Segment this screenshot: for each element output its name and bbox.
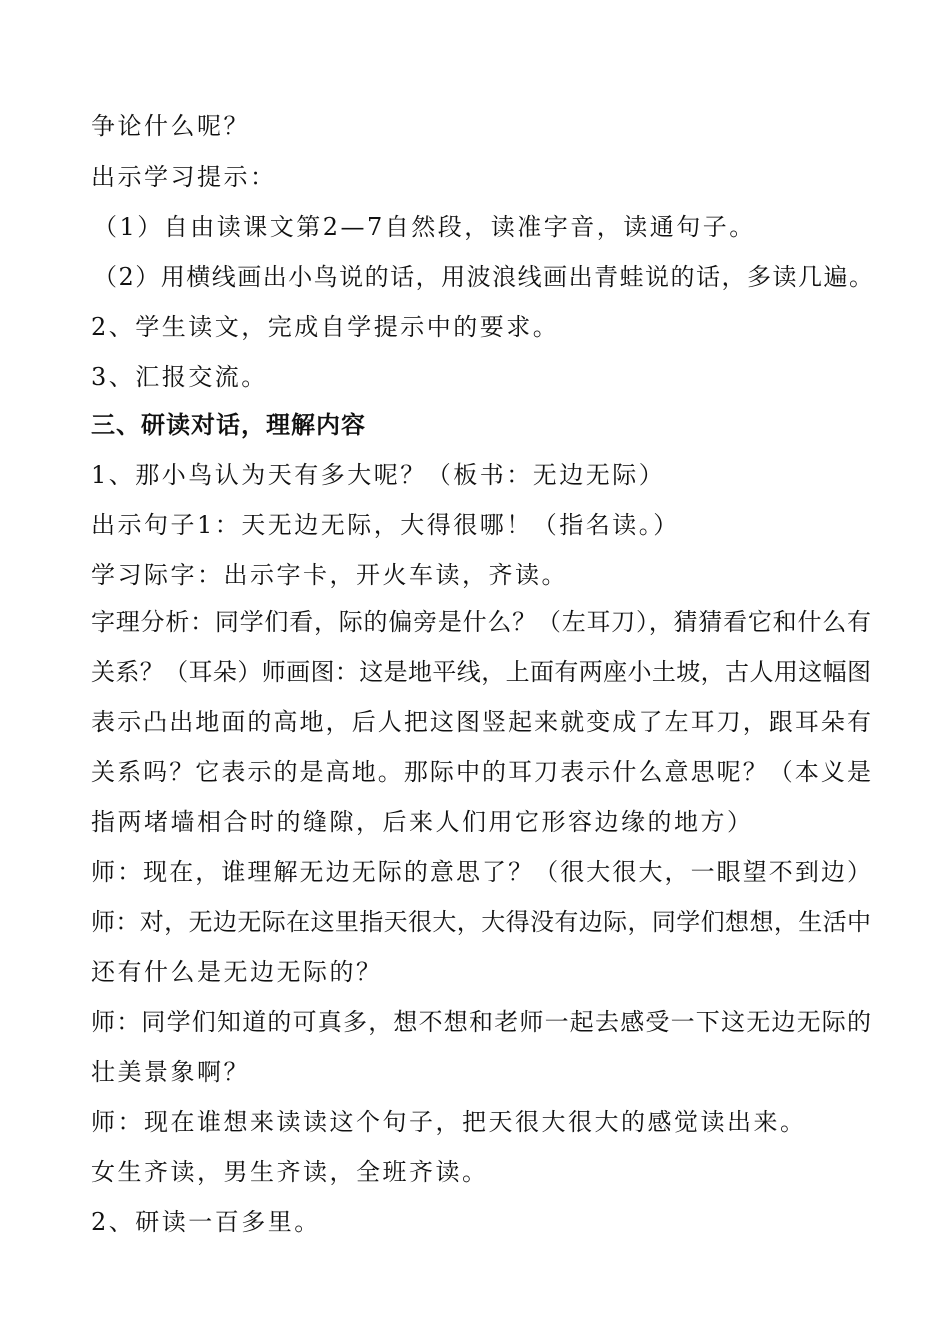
text-line: 指两堵墙相合时的缝隙，后来人们用它形容边缘的地方）: [91, 808, 754, 836]
text-line: （1）自由读课文第2—7自然段，读准字音，读通句子。: [93, 213, 756, 241]
text-line: 3、汇报交流。: [91, 363, 268, 391]
text-line: 关系吗？它表示的是高地。那际中的耳刀表示什么意思呢？（本义是: [91, 758, 871, 786]
text-line: 字理分析：同学们看，际的偏旁是什么？（左耳刀），猜猜看它和什么有: [91, 608, 871, 636]
text-line: 还有什么是无边无际的？: [91, 958, 383, 986]
text-line: 2、研读一百多里。: [91, 1208, 321, 1236]
text-line: 师：现在，谁理解无边无际的意思了？（很大很大，一眼望不到边）: [91, 858, 871, 886]
text-line: 关系？（耳朵）师画图：这是地平线，上面有两座小土坡，古人用这幅图: [91, 658, 871, 686]
text-line: 表示凸出地面的高地，后人把这图竖起来就变成了左耳刀，跟耳朵有: [91, 708, 871, 736]
text-line: 壮美景象啊？: [91, 1058, 250, 1086]
section-heading: 三、研读对话，理解内容: [91, 411, 366, 439]
text-line: 1、那小鸟认为天有多大呢？（板书：无边无际）: [91, 461, 666, 489]
text-line: 出示学习提示：: [91, 163, 277, 191]
text-line: （2）用横线画出小鸟说的话，用波浪线画出青蛙说的话，多读几遍。: [93, 263, 873, 291]
text-line: 出示句子1：天无边无际，大得很哪！（指名读。）: [91, 511, 680, 539]
text-line: 争论什么呢？: [91, 112, 250, 140]
text-line: 2、学生读文，完成自学提示中的要求。: [91, 313, 560, 341]
text-line: 师：同学们知道的可真多，想不想和老师一起去感受一下这无边无际的: [91, 1008, 871, 1036]
text-line: 师：现在谁想来读读这个句子，把天很大很大的感觉读出来。: [91, 1108, 807, 1136]
text-line: 学习际字：出示字卡，开火车读，齐读。: [91, 561, 568, 589]
text-line: 师：对，无边无际在这里指天很大，大得没有边际，同学们想想，生活中: [91, 908, 871, 936]
text-line: 女生齐读，男生齐读，全班齐读。: [91, 1158, 489, 1186]
